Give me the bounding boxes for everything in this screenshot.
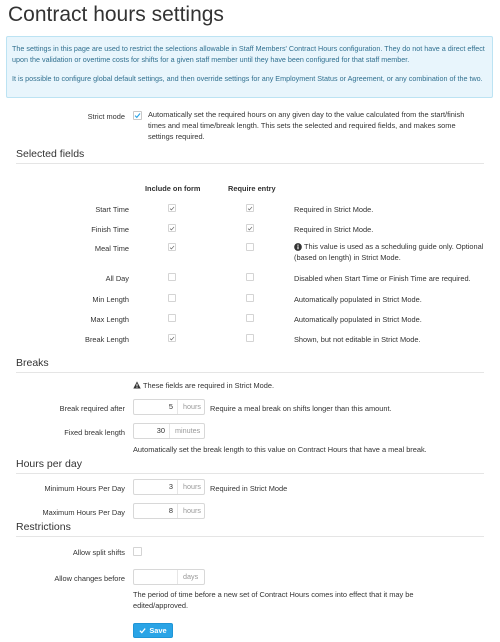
field-note-max-length: Automatically populated in Strict Mode. [294,315,422,324]
allow-changes-before-field[interactable] [133,569,205,585]
field-note-break-length: Shown, but not editable in Strict Mode. [294,335,421,344]
break-required-after-value[interactable]: 5 [134,400,178,414]
min-hours-help: Required in Strict Mode [210,484,288,493]
field-note-start-time: Required in Strict Mode. [294,205,374,214]
field-label-break-length: Break Length [85,335,129,344]
allow-changes-before-value[interactable] [134,570,178,584]
field-label-start-time: Start Time [95,205,129,214]
checkmark-icon [169,225,175,232]
include-finish-time-checkbox[interactable] [168,224,176,232]
breaks-heading: Breaks [16,357,49,369]
field-note-min-length: Automatically populated in Strict Mode. [294,295,422,304]
strict-mode-description: Automatically set the required hours on any given day to the value calculated from the start/finish times and meal time/break length. This sets the selected and required fields, and makes some settings required. [148,110,465,141]
info-paragraph-2: It is possible to configure global default settings, and then override settings for any Employment Status or Agreement, or any combination of the two. [12,74,483,83]
checkmark-icon [247,205,253,212]
require-start-time-checkbox[interactable] [246,204,254,212]
breaks-warning: These fields are required in Strict Mode. [143,381,275,390]
page-title: Contract hours settings [8,3,224,26]
field-label-meal-time: Meal Time [94,244,129,253]
fixed-break-length-field[interactable] [133,423,205,439]
checkmark-icon [247,225,253,232]
include-break-length-checkbox[interactable] [168,334,176,342]
field-note-finish-time: Required in Strict Mode. [294,225,374,234]
include-start-time-checkbox[interactable] [168,204,176,212]
break-required-after-help: Require a meal break on shifts longer than this amount. [210,404,392,413]
include-max-length-checkbox[interactable] [168,314,176,322]
fixed-break-length-help: Automatically set the break length to this value on Contract Hours that have a meal break. [133,445,427,454]
checkmark-icon [169,205,175,212]
divider [16,473,484,474]
divider [16,536,484,537]
allow-split-shifts-checkbox[interactable] [133,547,142,556]
days-unit: days [183,572,199,581]
field-label-min-length: Min Length [92,295,129,304]
require-break-length-checkbox[interactable] [246,334,254,342]
hours-unit: hours [183,482,201,491]
min-hours-label: Minimum Hours Per Day [44,484,125,493]
break-required-after-field[interactable] [133,399,205,415]
allow-changes-before-label: Allow changes before [54,574,125,583]
min-hours-value[interactable]: 3 [134,480,178,494]
restrictions-heading: Restrictions [16,521,71,533]
strict-mode-label: Strict mode [87,112,125,121]
field-note-meal-time: This value is used as a scheduling guide only. Optional (based on length) in Strict Mode. [294,242,484,262]
field-label-all-day: All Day [105,274,129,283]
include-on-form-header: Include on form [145,184,201,193]
hours-unit: hours [183,506,201,515]
hours-per-day-heading: Hours per day [16,458,82,470]
checkmark-icon [169,244,175,251]
require-min-length-checkbox[interactable] [246,294,254,302]
require-meal-time-checkbox[interactable] [246,243,254,251]
include-all-day-checkbox[interactable] [168,273,176,281]
include-meal-time-checkbox[interactable] [168,243,176,251]
break-required-after-label: Break required after [59,404,125,413]
max-hours-label: Maximum Hours Per Day [42,508,125,517]
field-label-finish-time: Finish Time [91,225,129,234]
checkmark-icon [169,335,175,342]
require-max-length-checkbox[interactable] [246,314,254,322]
require-all-day-checkbox[interactable] [246,273,254,281]
hours-unit: hours [183,402,201,411]
selected-fields-heading: Selected fields [16,148,85,160]
info-alert [6,36,493,98]
minutes-unit: minutes [175,426,201,435]
save-button[interactable] [133,623,173,638]
min-hours-field[interactable] [133,479,205,495]
save-button-label: Save [149,626,167,635]
max-hours-field[interactable] [133,503,205,519]
allow-split-shifts-label: Allow split shifts [72,548,125,557]
allow-changes-before-help: The period of time before a new set of Contract Hours comes into effect that it may be edited/approved. [133,590,414,610]
strict-mode-checkbox[interactable] [133,111,142,120]
checkmark-icon [134,112,141,119]
fixed-break-length-value[interactable]: 30 [134,424,170,438]
require-entry-header: Require entry [228,184,276,193]
max-hours-value[interactable]: 8 [134,504,178,518]
divider [16,372,484,373]
require-finish-time-checkbox[interactable] [246,224,254,232]
include-min-length-checkbox[interactable] [168,294,176,302]
field-label-max-length: Max Length [90,315,129,324]
checkmark-icon [139,627,146,634]
divider [16,163,484,164]
field-note-all-day: Disabled when Start Time or Finish Time are required. [294,274,471,283]
warning-icon [133,381,141,389]
fixed-break-length-label: Fixed break length [64,428,125,437]
info-paragraph-1: The settings in this page are used to restrict the selections allowable in Staff Members' Contract Hours configuration. They do not have a direct effect upon the validation or overtime costs for shifts for a given staff member until they have been configured for that staff member. [12,44,485,64]
